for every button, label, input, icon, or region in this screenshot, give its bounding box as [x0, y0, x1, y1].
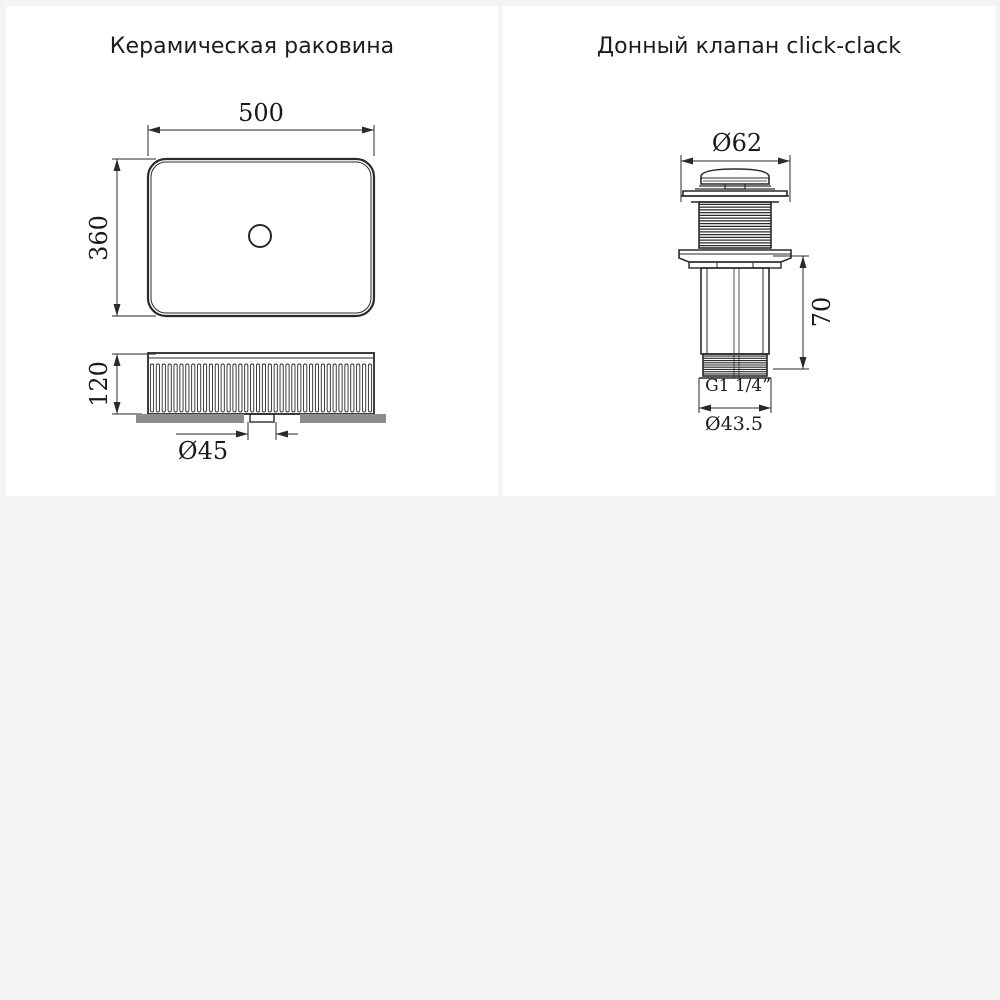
sink-depth-label: 360 [85, 215, 113, 261]
sink-fluting [150, 364, 371, 412]
countertop [136, 414, 386, 423]
sink-title: Керамическая раковина [109, 34, 395, 59]
thread-size-label: G1 1/4” [705, 376, 771, 396]
valve-pipe-body [701, 268, 769, 378]
valve-cap [681, 169, 789, 202]
valve-upper-thread [699, 202, 771, 248]
valve-length-dimension [773, 256, 836, 369]
sink-width-label: 500 [238, 99, 284, 127]
thread-diameter-label: Ø43.5 [705, 413, 763, 435]
sink-height-label: 120 [85, 361, 113, 407]
sink-side-view [148, 353, 374, 414]
sink-top-view [148, 159, 374, 316]
sink-drain-outlet [250, 414, 274, 422]
sink-panel [6, 6, 498, 496]
sink-width-dimension [148, 99, 374, 156]
valve-length-label: 70 [808, 296, 836, 328]
drain-hole-icon [249, 225, 271, 247]
cap-diameter-label: Ø62 [711, 129, 763, 157]
valve-title: Донный клапан click-clack [596, 34, 902, 59]
valve-panel [503, 6, 995, 496]
sink-height-dimension [85, 354, 156, 414]
sink-drawing [6, 6, 498, 496]
valve-flange [679, 250, 791, 268]
sink-depth-dimension [85, 159, 156, 316]
valve-drawing [503, 6, 995, 496]
drain-diameter-dimension [176, 422, 298, 465]
drain-diameter-label: Ø45 [177, 437, 229, 465]
valve-lower-thread [699, 354, 771, 378]
